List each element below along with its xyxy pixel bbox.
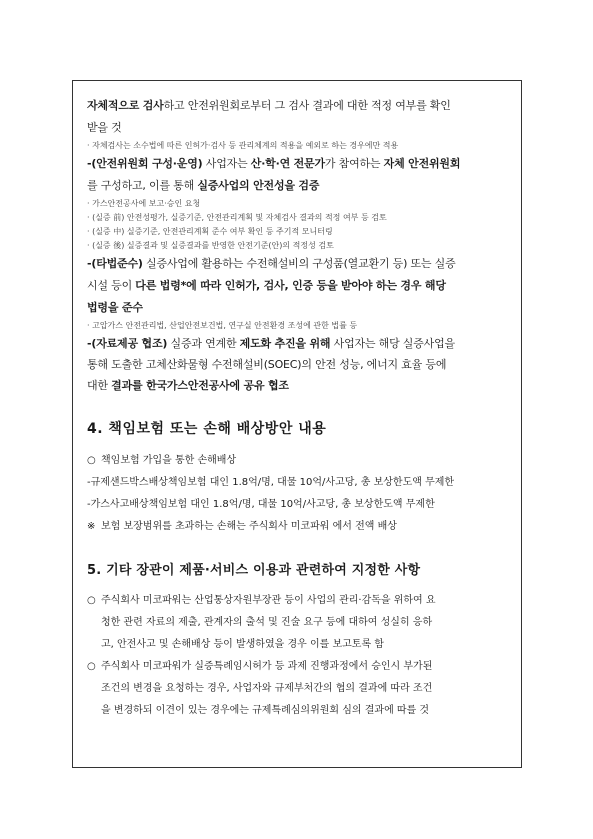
safety-committee-text-a: 사업자는 [202, 157, 251, 170]
section-4-bullet [87, 450, 511, 472]
other-law-line-3 [87, 297, 511, 319]
section-5-item-1-line-1: 주식회사 미코파워는 산업통상자원부장관 등이 사업의 관리·감독을 위하여 요 [101, 595, 436, 606]
section-5-body [87, 590, 511, 722]
other-law-text-a: 실증사업에 활용하는 수전해설비의 구성품(열교환기 등) 또는 실증 [142, 257, 456, 270]
safety-committee-note-1: · 가스안전공사에 보고·승인 요청 [87, 199, 201, 208]
safety-committee-line-1 [87, 153, 511, 175]
other-law-bold-b: 법령을 준수 [87, 301, 143, 314]
other-law-heading: -(타법준수) [87, 257, 143, 270]
section-4-title: 4. 책임보험 또는 손해 배상방안 내용 [87, 421, 327, 437]
document-frame [72, 80, 522, 768]
document-content [87, 95, 511, 722]
section-5-item-2 [87, 656, 511, 722]
safety-committee-note-4: · (실증 後) 실증결과 및 실증결과를 반영한 안전기준(안)의 적정성 검토 [87, 241, 334, 250]
data-provision-heading: -(자료제공 협조) [87, 337, 168, 350]
section-4-note [87, 516, 511, 538]
safety-committee-text-c: 를 구성하고, 이를 통해 [87, 179, 198, 192]
other-law-line-2 [87, 275, 511, 297]
safety-committee-note-2: · (실증 前) 안전성평가, 실증기준, 안전관리계획 및 자체검사 결과의 적정 여부 등 검토 [87, 213, 387, 222]
self-inspection-line-1 [87, 95, 511, 117]
safety-committee-note-3: · (실증 中) 실증기준, 안전관리계획 준수 여부 확인 등 주기적 모니터링 [87, 227, 333, 236]
safety-committee-experts: 산·학·연 전문가 [250, 157, 325, 170]
section-4-bullet-text: 책임보험 가입을 통한 손해배상 [101, 455, 237, 466]
reference-mark-icon: ※ [87, 521, 96, 532]
data-provision-line-2: 통해 도출한 고체산화물형 수전해설비(SOEC)의 안전 성능, 에너지 효율 등에 [87, 358, 447, 371]
section-4-item-1: -규제샌드박스배상책임보험 대인 1.8억/명, 대물 10억/사고당, 총 보상한도액 무제한 [87, 477, 455, 488]
circle-bullet-icon: ○ [87, 661, 96, 672]
safety-committee-own: 자체 안전위원회 [383, 157, 461, 170]
self-inspection-text: 하고 안전위원회로부터 그 검사 결과에 대한 적정 여부를 확인 [163, 99, 451, 112]
other-law-text-b: 시설 등이 [87, 279, 136, 292]
section-5-item-2-line-1: 주식회사 미코파워가 실증특례임시허가 등 과제 진행과정에서 승인시 부가된 [101, 661, 433, 672]
other-law-line-1 [87, 253, 511, 275]
section-5-item-1-line-3: 고, 안전사고 및 손해배상 등이 발생하였을 경우 이를 보고토록 함 [101, 639, 384, 650]
safety-committee-heading: -(안전위원회 구성·운영) [87, 157, 203, 170]
section-5-item-1-line-2: 청한 관련 자료의 제출, 관계자의 출석 및 진술 요구 등에 대하여 성실히 응하 [101, 617, 433, 628]
self-inspection-note: · 자체검사는 소수법에 따른 인허가·검사 등 관리체계의 적용을 예외로 하는 경우에만 적용 [87, 141, 399, 150]
self-inspection-bold: 자체적으로 검사 [87, 99, 164, 112]
data-provision-text-c: 대한 [87, 379, 112, 392]
section-4-body [87, 450, 511, 538]
circle-bullet-icon: ○ [87, 455, 96, 466]
circle-bullet-icon: ○ [87, 595, 96, 606]
data-provision-bold-b: 결과를 한국가스안전공사에 공유 협조 [111, 379, 289, 392]
data-provision-bold-a: 제도화 추진을 위해 [239, 337, 331, 350]
safety-committee-text-b: 가 참여하는 [324, 157, 384, 170]
section-5-item-2-line-3: 을 변경하되 이견이 있는 경우에는 규제특례심의위원회 심의 결과에 따를 것 [101, 705, 430, 716]
data-provision-text-b: 사업자는 해당 실증사업을 [330, 337, 455, 350]
other-law-note: · 고압가스 안전관리법, 산업안전보건법, 연구실 안전환경 조성에 관한 법률 등 [87, 321, 358, 330]
safety-committee-verify: 실증사업의 안전성을 검증 [197, 179, 320, 192]
section-5-item-2-line-2: 조건의 변경을 요청하는 경우, 사업자와 규제부처간의 협의 결과에 따라 조건 [101, 683, 433, 694]
section-5-item-1 [87, 590, 511, 656]
section-4-item-2: -가스사고배상책임보험 대인 1.8억/명, 대물 10억/사고당, 총 보상한도액 무제한 [87, 499, 435, 510]
data-provision-line-3 [87, 375, 511, 396]
section-4-note-text: 보험 보장범위를 초과하는 손해는 주식회사 미코파워 에서 전액 배상 [101, 521, 397, 532]
section-5-title: 5. 기타 장관이 제품·서비스 이용과 관련하여 지정한 사항 [87, 563, 421, 578]
safety-committee-line-2 [87, 175, 511, 197]
data-provision-text-a: 실증과 연계한 [167, 337, 240, 350]
other-law-bold-a: 다른 법령*에 따라 인허가, 검사, 인증 등을 받아야 하는 경우 해당 [135, 279, 446, 292]
self-inspection-line-2: 받을 것 [87, 121, 122, 134]
data-provision-line-1 [87, 333, 511, 354]
